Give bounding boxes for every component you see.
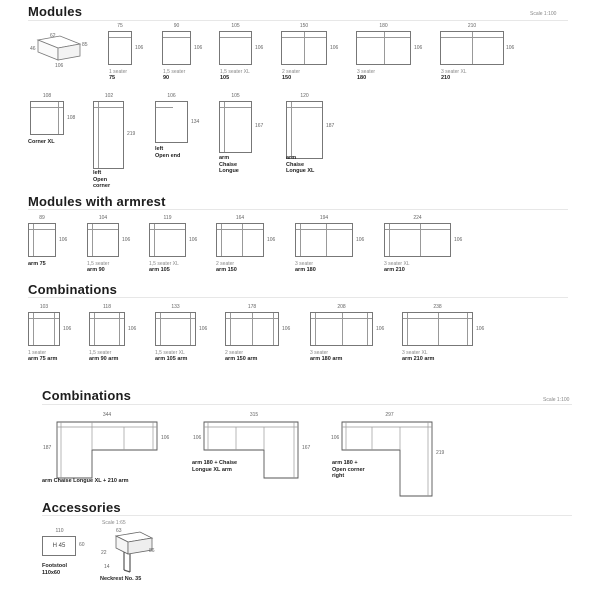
module-name: 210 bbox=[441, 75, 451, 81]
side-back bbox=[58, 102, 63, 134]
dim-depth-sofa: 106 bbox=[161, 435, 170, 441]
module-open-corner-left bbox=[93, 93, 136, 189]
module-label bbox=[225, 350, 257, 362]
combo-drawing bbox=[42, 420, 172, 480]
module-outline bbox=[89, 312, 125, 346]
module-outline bbox=[87, 223, 119, 257]
dim-height: 85 bbox=[82, 42, 88, 48]
dim-depth: 106 bbox=[63, 326, 72, 332]
dim-depth-chaise: 167 bbox=[302, 445, 311, 451]
armrest-left bbox=[226, 313, 231, 345]
module-outline bbox=[219, 101, 252, 153]
dim-depth: 106 bbox=[255, 45, 264, 51]
divider bbox=[28, 209, 568, 210]
dim-depth: 106 bbox=[59, 237, 68, 243]
backrest bbox=[296, 224, 352, 230]
module-name: arm 210 arm bbox=[402, 356, 435, 362]
module-outline bbox=[281, 31, 327, 65]
module-outline bbox=[225, 312, 279, 346]
module-name: arm 210 bbox=[384, 267, 405, 273]
divider bbox=[28, 20, 568, 21]
dim-depth: 106 bbox=[194, 45, 203, 51]
dim-width: 105 bbox=[231, 93, 240, 99]
module-name: 150 bbox=[282, 75, 292, 81]
backrest bbox=[220, 32, 251, 38]
module-180 bbox=[356, 23, 423, 83]
dim-width: 238 bbox=[433, 304, 442, 310]
module-sub: 3 seater bbox=[295, 261, 314, 267]
module-outline bbox=[310, 312, 373, 346]
module-name: arm 75 bbox=[28, 261, 46, 267]
combo-arm-210-arm bbox=[402, 304, 485, 368]
armrest-right bbox=[273, 313, 278, 345]
armrest-left bbox=[29, 313, 34, 345]
combo-name: arm 180 + Open corner right bbox=[332, 460, 365, 479]
armrest bbox=[29, 224, 34, 256]
seat-divider bbox=[438, 313, 439, 345]
combo-chaise-xl-210 bbox=[42, 412, 172, 487]
dim-depth: 106 bbox=[330, 45, 339, 51]
combo-name: arm Chaise Longue XL + 210 arm bbox=[42, 478, 129, 484]
section-title-combinations: Combinations bbox=[28, 282, 118, 297]
dim-width: 106 bbox=[55, 63, 64, 69]
module-outline bbox=[28, 223, 56, 257]
module-name: arm 75 arm bbox=[28, 356, 58, 362]
scale-label-combinations: Scale 1:100 bbox=[543, 397, 570, 403]
dim-width: 297 bbox=[385, 412, 394, 418]
module-name: arm 90 arm bbox=[89, 356, 119, 362]
module-outline bbox=[30, 101, 64, 135]
module-sub: 3 seater XL bbox=[441, 69, 467, 75]
divider bbox=[28, 297, 568, 298]
seat-divider bbox=[472, 32, 473, 64]
module-label bbox=[155, 350, 187, 362]
dim-width: 150 bbox=[299, 23, 309, 29]
module-sub: 2 seater bbox=[282, 69, 301, 75]
module-75 bbox=[108, 23, 144, 83]
footstool-name: Footstool 110x60 bbox=[42, 563, 68, 576]
module-sub: 1,5 seater bbox=[87, 261, 110, 267]
armrest-right bbox=[119, 313, 124, 345]
section-title-combinations-corner: Combinations bbox=[42, 388, 132, 403]
dim-depth: 106 bbox=[267, 237, 276, 243]
dim-width: 224 bbox=[413, 215, 422, 221]
armrest-right bbox=[367, 313, 372, 345]
dim-depth: 187 bbox=[326, 123, 335, 129]
module-outline bbox=[402, 312, 473, 346]
dim-width: 180 bbox=[379, 23, 388, 29]
armrest-left bbox=[90, 313, 95, 345]
module-outline bbox=[155, 101, 188, 143]
dim-width: 102 bbox=[104, 93, 114, 99]
dim-depth: 60 bbox=[79, 542, 85, 548]
module-label bbox=[441, 69, 467, 81]
module-label bbox=[149, 261, 179, 273]
dim-depth: 106 bbox=[189, 237, 198, 243]
arm-module-210 bbox=[384, 215, 463, 279]
module-name: arm 105 arm bbox=[155, 356, 188, 362]
dim-width: 106 bbox=[167, 93, 176, 99]
armrest bbox=[217, 224, 222, 256]
module-outline bbox=[93, 101, 124, 169]
footstool bbox=[42, 528, 92, 583]
dim-depth: 106 bbox=[506, 45, 515, 51]
dim-depth-sofa: 106 bbox=[331, 435, 340, 441]
divider bbox=[42, 515, 572, 516]
module-name: arm 180 bbox=[295, 267, 316, 273]
backrest bbox=[287, 102, 322, 108]
module-sub: 3 seater bbox=[310, 350, 329, 356]
module-label bbox=[357, 69, 375, 81]
dim-depth: 106 bbox=[454, 237, 463, 243]
dim-width: 63 bbox=[116, 528, 122, 534]
dim-depth: 106 bbox=[135, 45, 144, 51]
dim-depth-sofa: 106 bbox=[193, 435, 202, 441]
module-name: arm 180 arm bbox=[310, 356, 343, 362]
module-name: arm Chaise Longue XL bbox=[286, 155, 315, 174]
dim-width: 178 bbox=[247, 304, 257, 310]
dim-depth: 22 bbox=[101, 550, 107, 556]
module-90 bbox=[162, 23, 203, 83]
dim-width: 315 bbox=[249, 412, 259, 418]
module-label bbox=[402, 350, 434, 362]
module-name: 90 bbox=[163, 75, 170, 81]
armrest bbox=[150, 224, 155, 256]
module-sub: 3 seater XL bbox=[402, 350, 428, 356]
seat-divider bbox=[326, 224, 327, 256]
module-sub: 1,5 seater XL bbox=[220, 69, 250, 75]
module-label bbox=[28, 261, 46, 267]
module-outline bbox=[295, 223, 353, 257]
module-sub: 1 seater bbox=[28, 350, 47, 356]
backrest bbox=[156, 102, 173, 108]
module-outline bbox=[108, 31, 132, 65]
module-name: arm 150 bbox=[216, 267, 237, 273]
dim-depth: 106 bbox=[356, 237, 365, 243]
module-label bbox=[310, 350, 342, 362]
dim-depth: 62 bbox=[50, 33, 56, 39]
module-open-end-left bbox=[155, 93, 200, 163]
dim-width: 119 bbox=[163, 215, 172, 221]
dim-depth: 106 bbox=[128, 326, 137, 332]
module-outline bbox=[219, 31, 252, 65]
module-sub: 1 seater bbox=[109, 69, 128, 75]
module-label bbox=[28, 350, 57, 362]
neckrest bbox=[100, 528, 170, 588]
module-outline bbox=[149, 223, 186, 257]
armrest bbox=[287, 102, 292, 158]
module-label bbox=[163, 69, 185, 81]
module-name: 180 bbox=[357, 75, 367, 81]
module-outline bbox=[356, 31, 411, 65]
seat-divider bbox=[420, 224, 421, 256]
footstool-outline bbox=[42, 536, 76, 556]
module-outline bbox=[28, 312, 60, 346]
module-sub: 2 seater bbox=[216, 261, 235, 267]
module-outline bbox=[286, 101, 323, 159]
dim-width: 108 bbox=[42, 93, 52, 99]
module-sub: 1,5 seater bbox=[163, 69, 186, 75]
module-sub: 1,5 seater XL bbox=[155, 350, 185, 356]
dim-width: 89 bbox=[39, 215, 45, 221]
footstool-height: H 45 bbox=[52, 543, 66, 549]
module-label bbox=[87, 261, 109, 273]
module-210 bbox=[440, 23, 515, 83]
module-name: left Open corner bbox=[93, 170, 111, 189]
combo-arm-75-arm bbox=[28, 304, 72, 368]
seat-divider bbox=[384, 32, 385, 64]
dim-width: 110 bbox=[55, 528, 64, 534]
module-name: left Open end bbox=[155, 146, 181, 159]
section-title-modules: Modules bbox=[28, 4, 83, 19]
neckrest-name: Neckrest No. 35 bbox=[100, 576, 142, 582]
module-outline bbox=[384, 223, 451, 257]
neckrest-drawing bbox=[100, 528, 170, 578]
dim-depth: 134 bbox=[191, 119, 200, 125]
armrest bbox=[88, 224, 93, 256]
dim-height: 86 bbox=[149, 548, 155, 554]
dim-width: 210 bbox=[467, 23, 477, 29]
combo-180-open-corner bbox=[330, 412, 450, 492]
armrest-right bbox=[467, 313, 472, 345]
combo-arm-105-arm bbox=[155, 304, 208, 368]
dim-width: 164 bbox=[235, 215, 245, 221]
module-label bbox=[295, 261, 316, 273]
arm-module-180 bbox=[295, 215, 365, 279]
dim-depth: 106 bbox=[199, 326, 208, 332]
scale-label-accessories: Scale 1:65 bbox=[102, 520, 126, 526]
combo-arm-90-arm bbox=[89, 304, 137, 368]
dim-seat: 46 bbox=[30, 46, 36, 52]
arm-module-150 bbox=[216, 215, 276, 279]
seat-divider bbox=[304, 32, 305, 64]
module-corner-xl bbox=[28, 93, 76, 153]
dim-depth: 106 bbox=[282, 326, 291, 332]
combo-180-chaise-xl bbox=[192, 412, 317, 487]
backrest bbox=[385, 224, 450, 230]
side-back bbox=[94, 102, 99, 168]
module-outline bbox=[162, 31, 191, 65]
arm-module-75 bbox=[28, 215, 68, 279]
dim-depth: 219 bbox=[127, 131, 136, 137]
dim-width: 208 bbox=[337, 304, 346, 310]
combo-arm-150-arm bbox=[225, 304, 291, 368]
module-label bbox=[109, 69, 127, 81]
dim-width: 194 bbox=[319, 215, 329, 221]
module-label bbox=[384, 261, 410, 273]
section-title-accessories: Accessories bbox=[42, 500, 121, 515]
module-name: arm 105 bbox=[149, 267, 170, 273]
dim-width: 104 bbox=[98, 215, 108, 221]
arm-module-90 bbox=[87, 215, 131, 279]
dim-width: 90 bbox=[173, 23, 180, 29]
dim-width: 133 bbox=[171, 304, 180, 310]
module-sub: 2 seater bbox=[225, 350, 244, 356]
module-name: 105 bbox=[220, 75, 230, 81]
module-105 bbox=[219, 23, 264, 83]
combo-name: arm 180 + Chaise Longue XL arm bbox=[192, 460, 238, 473]
module-sub: 3 seater XL bbox=[384, 261, 410, 267]
backrest bbox=[163, 32, 190, 38]
armrest-left bbox=[156, 313, 161, 345]
module-label bbox=[220, 69, 250, 81]
armrest-left bbox=[403, 313, 408, 345]
combo-drawing bbox=[330, 420, 450, 498]
module-name: arm 90 bbox=[87, 267, 105, 273]
module-outline bbox=[440, 31, 504, 65]
dim-width: 118 bbox=[103, 304, 111, 310]
dim-depth: 106 bbox=[376, 326, 385, 332]
scale-label-top: Scale 1:100 bbox=[530, 11, 557, 17]
arm-module-105 bbox=[149, 215, 198, 279]
seat-divider bbox=[342, 313, 343, 345]
armrest bbox=[385, 224, 390, 256]
armrest-right bbox=[190, 313, 195, 345]
armrest-right bbox=[54, 313, 59, 345]
module-outline bbox=[216, 223, 264, 257]
ottoman-module bbox=[30, 30, 90, 70]
dim-width: 105 bbox=[231, 23, 240, 29]
module-label bbox=[89, 350, 118, 362]
armrest bbox=[296, 224, 301, 256]
dim-depth: 106 bbox=[122, 237, 131, 243]
dim-width: 75 bbox=[117, 23, 123, 29]
module-sub: 3 seater bbox=[357, 69, 376, 75]
dim-depth: 108 bbox=[67, 115, 76, 121]
divider bbox=[42, 404, 572, 405]
module-outline bbox=[155, 312, 196, 346]
combo-arm-180-arm bbox=[310, 304, 385, 368]
module-chaise-longue bbox=[219, 93, 264, 174]
dim-stem: 14 bbox=[104, 564, 110, 570]
module-name: Corner XL bbox=[28, 139, 55, 145]
module-name: arm 150 arm bbox=[225, 356, 258, 362]
module-chaise-longue-xl bbox=[286, 93, 335, 178]
dim-width: 344 bbox=[102, 412, 112, 418]
section-title-modules-armrest: Modules with armrest bbox=[28, 194, 166, 209]
module-sub: 1,5 seater bbox=[89, 350, 112, 356]
dim-depth-corner: 219 bbox=[436, 450, 445, 456]
dim-depth: 167 bbox=[255, 123, 264, 129]
dim-depth: 106 bbox=[476, 326, 485, 332]
dim-depth: 106 bbox=[414, 45, 423, 51]
dim-depth-chaise: 187 bbox=[43, 445, 52, 451]
seat-divider bbox=[242, 224, 243, 256]
dim-width: 120 bbox=[300, 93, 309, 99]
dim-width: 103 bbox=[39, 304, 49, 310]
module-label bbox=[282, 69, 300, 81]
seat-divider bbox=[252, 313, 253, 345]
module-name: arm Chaise Longue bbox=[219, 155, 239, 174]
armrest bbox=[220, 102, 225, 152]
module-150 bbox=[281, 23, 339, 83]
module-sub: 1,5 seater XL bbox=[149, 261, 179, 267]
backrest bbox=[150, 224, 185, 230]
module-label bbox=[216, 261, 237, 273]
module-name: 75 bbox=[109, 75, 116, 81]
backrest bbox=[217, 224, 263, 230]
backrest bbox=[109, 32, 131, 38]
armrest-left bbox=[311, 313, 316, 345]
